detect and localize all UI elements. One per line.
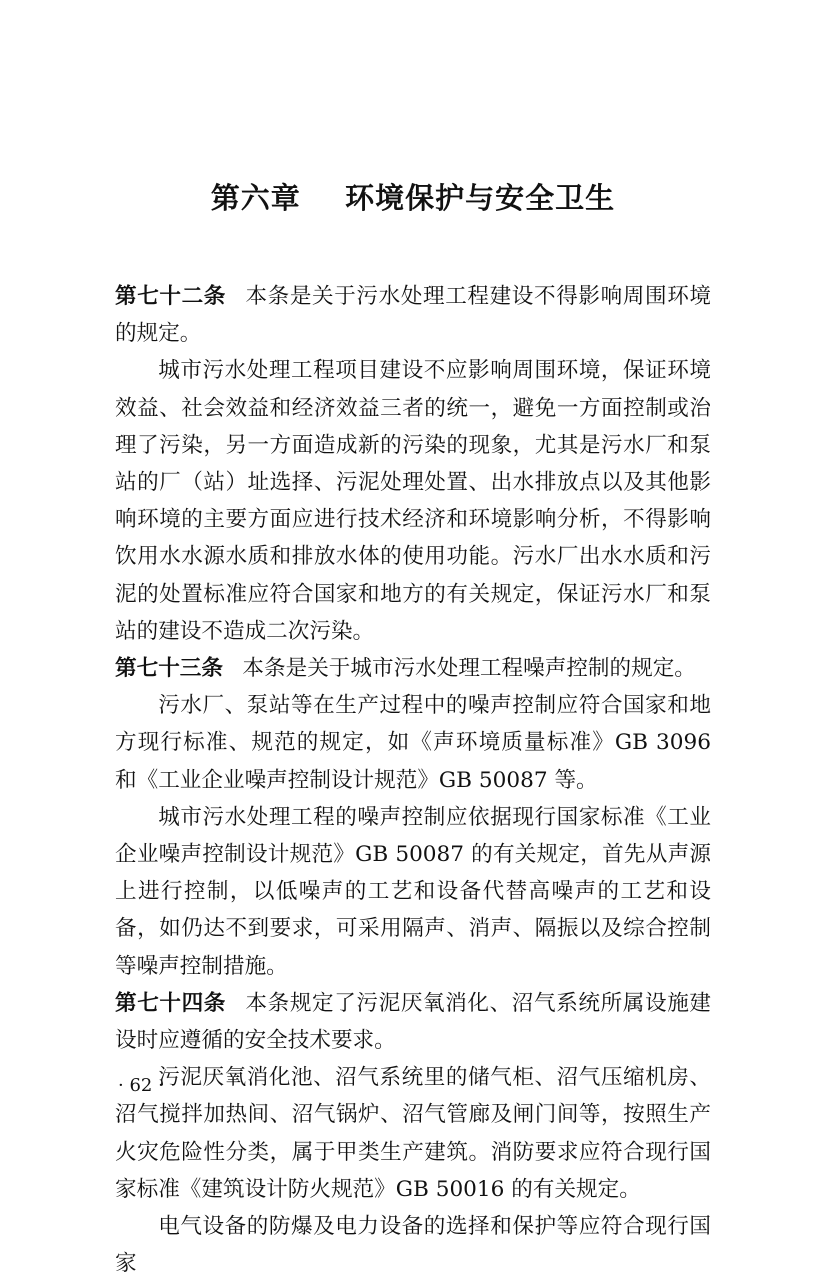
page-number: · 62 ·	[118, 1075, 164, 1096]
document-body	[115, 278, 711, 1282]
article-72-heading-line	[115, 278, 711, 352]
article-72-number: 第七十二条	[115, 284, 226, 309]
article-73-paragraph-1: 污水厂、泵站等在生产过程中的噪声控制应符合国家和地方现行标准、规范的规定，如《声环境质量标准》GB 3096 和《工业企业噪声控制设计规范》GB 50087 等。	[115, 693, 711, 793]
article-72-paragraph-1: 城市污水处理工程项目建设不应影响周围环境，保证环境效益、社会效益和经济效益三者的统一，避免一方面控制或治理了污染，另一方面造成新的污染的现象，尤其是污水厂和泵站的厂（站）址选择、污泥处理处置、出水排放点以及其他影响环境的主要方面应进行技术经济和环境影响分析，不得影响饮用水水源水质和排放水体的使用功能。污水厂出水水质和污泥的处置标准应符合国家和地方的有关规定，保证污水厂和泵站的建设不造成二次污染。	[115, 358, 711, 644]
article-73-number: 第七十三条	[115, 656, 223, 682]
article-74-number: 第七十四条	[115, 990, 226, 1016]
article-74-paragraph-2: 电气设备的防爆及电力设备的选择和保护等应符合现行国家	[115, 1214, 711, 1277]
chapter-title: 第六章 环境保护与安全卫生	[210, 181, 616, 215]
article-74-summary: 本条规定了污泥厌氧消化、沼气系统所属设施建设时应遵循的安全技术要求。	[115, 990, 711, 1054]
article-72-summary: 本条是关于污水处理工程建设不得影响周围环境的规定。	[115, 284, 711, 347]
article-73-summary: 本条是关于城市污水处理工程噪声控制的规定。	[242, 656, 696, 682]
article-74-paragraph-1: 污泥厌氧消化池、沼气系统里的储气柜、沼气压缩机房、沼气搅拌加热间、沼气锅炉、沼气管廊及闸门间等，按照生产火灾危险性分类，属于甲类生产建筑。消防要求应符合现行国家标准《建筑设计防火规范》GB 50016 的有关规定。	[115, 1065, 711, 1202]
article-73-heading-line	[115, 650, 711, 687]
article-74-heading-line	[115, 985, 711, 1059]
article-73-paragraph-2: 城市污水处理工程的噪声控制应依据现行国家标准《工业企业噪声控制设计规范》GB 50087 的有关规定，首先从声源上进行控制，以低噪声的工艺和设备代替高噪声的工艺和设备，如仍达不到要求，可采用隔声、消声、隔振以及综合控制等噪声控制措施。	[115, 804, 711, 979]
